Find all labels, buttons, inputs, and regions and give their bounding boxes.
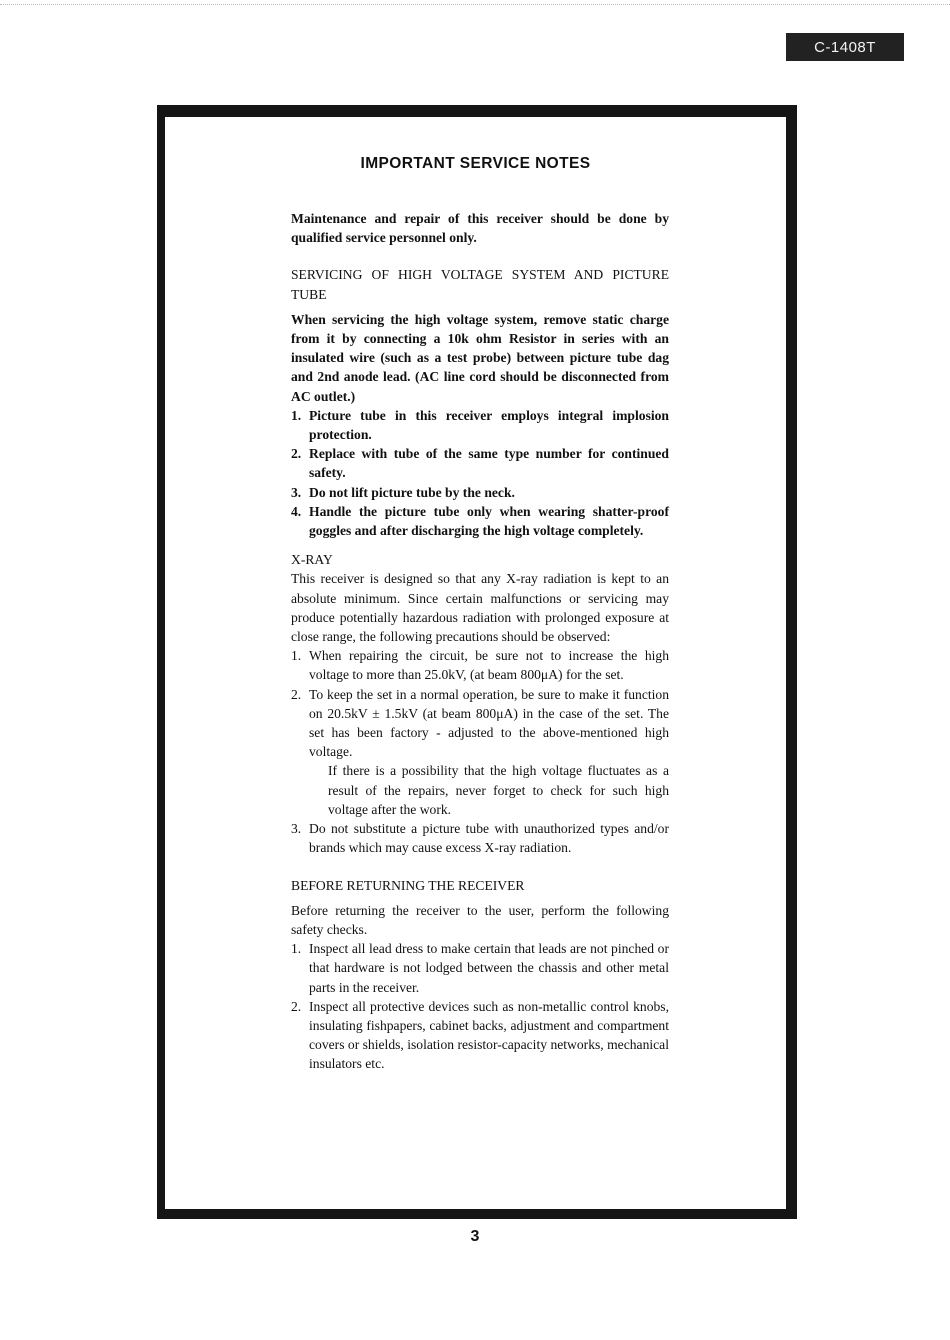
item-text: Do not substitute a picture tube with unauthorized types and/or brands which may cause excess X-ray radiation. — [309, 821, 669, 856]
section-title-returning: BEFORE RETURNING THE RECEIVER — [291, 877, 525, 893]
item-text: When repairing the circuit, be sure not to increase the high voltage to more than 25.0kV, (at beam 800μA) for the set. — [309, 648, 669, 683]
intro-paragraph: Maintenance and repair of this receiver should be done by qualified service personnel only. — [291, 211, 669, 246]
service-notes-frame — [157, 105, 797, 1219]
section-xray — [291, 550, 669, 857]
item-number: 2. — [291, 446, 302, 462]
section-title-xray: X-RAY — [291, 552, 333, 568]
item-text: Inspect all lead dress to make certain that leads are not pinched or that hardware is not lodged between the chassis and other metal parts in the receiver. — [309, 941, 669, 995]
section-body-returning: Before returning the receiver to the user, perform the following safety checks. — [291, 902, 669, 937]
list-item — [291, 685, 669, 819]
list-item — [291, 819, 669, 857]
item-number: 4. — [291, 503, 302, 519]
list-item — [291, 483, 669, 502]
item-text: To keep the set in a normal operation, be sure to make it function on 20.5kV ± 1.5kV (at beam 800μA) in the case of the set. The set has been factory - adjusted to the above-mentioned high voltage. — [309, 686, 669, 760]
page-number: 3 — [470, 1228, 480, 1245]
returning-list — [291, 939, 669, 1073]
item-number: 3. — [291, 821, 302, 837]
model-code-badge: C-1408T — [786, 33, 904, 61]
item-text: Do not lift picture tube by the neck. — [309, 484, 515, 500]
list-item — [291, 646, 669, 684]
item-number: 2. — [291, 686, 302, 702]
section-high-voltage — [291, 265, 669, 540]
notes-content — [291, 209, 669, 1074]
list-item — [291, 444, 669, 482]
section-body-xray: This receiver is designed so that any X-ray radiation is kept to an absolute minimum. Since certain malfunctions or servicing may produce potentially hazardous radiation with prolonged exposure at close range, the following precautions should be observed: — [291, 571, 669, 645]
scan-edge-rule — [0, 4, 950, 5]
item-text: Inspect all protective devices such as non-metallic control knobs, insulating fishpapers, cabinet backs, adjustment and compartment covers or shields, isolation resistor-capacity networks, mechanical insulators etc. — [309, 998, 669, 1072]
xray-list — [291, 646, 669, 857]
list-item — [291, 997, 669, 1074]
section-title-high-voltage: SERVICING OF HIGH VOLTAGE SYSTEM AND PICTURE TUBE — [291, 267, 669, 302]
list-item — [291, 939, 669, 997]
item-number: 1. — [291, 407, 302, 423]
item-text: Picture tube in this receiver employs integral implosion protection. — [309, 407, 669, 443]
section-returning — [291, 876, 669, 1074]
item-subnote: If there is a possibility that the high voltage fluctuates as a result of the repairs, never forget to check for such high voltage after the work. — [328, 763, 669, 817]
section-body-high-voltage: When servicing the high voltage system, remove static charge from it by connecting a 10k ohm Resistor in series with an insulated wire (such as a test probe) between picture tube dag and 2nd anode lead. (AC line cord should be disconnected from AC outlet.) — [291, 311, 669, 404]
item-number: 1. — [291, 648, 302, 664]
page-title: IMPORTANT SERVICE NOTES — [360, 155, 591, 172]
item-number: 1. — [291, 941, 302, 957]
list-item — [291, 406, 669, 444]
item-text: Handle the picture tube only when wearing shatter-proof goggles and after discharging the high voltage completely. — [309, 503, 669, 539]
item-number: 2. — [291, 998, 302, 1014]
high-voltage-list — [291, 406, 669, 540]
list-item — [291, 502, 669, 540]
item-number: 3. — [291, 484, 302, 500]
item-text: Replace with tube of the same type number for continued safety. — [309, 446, 669, 481]
